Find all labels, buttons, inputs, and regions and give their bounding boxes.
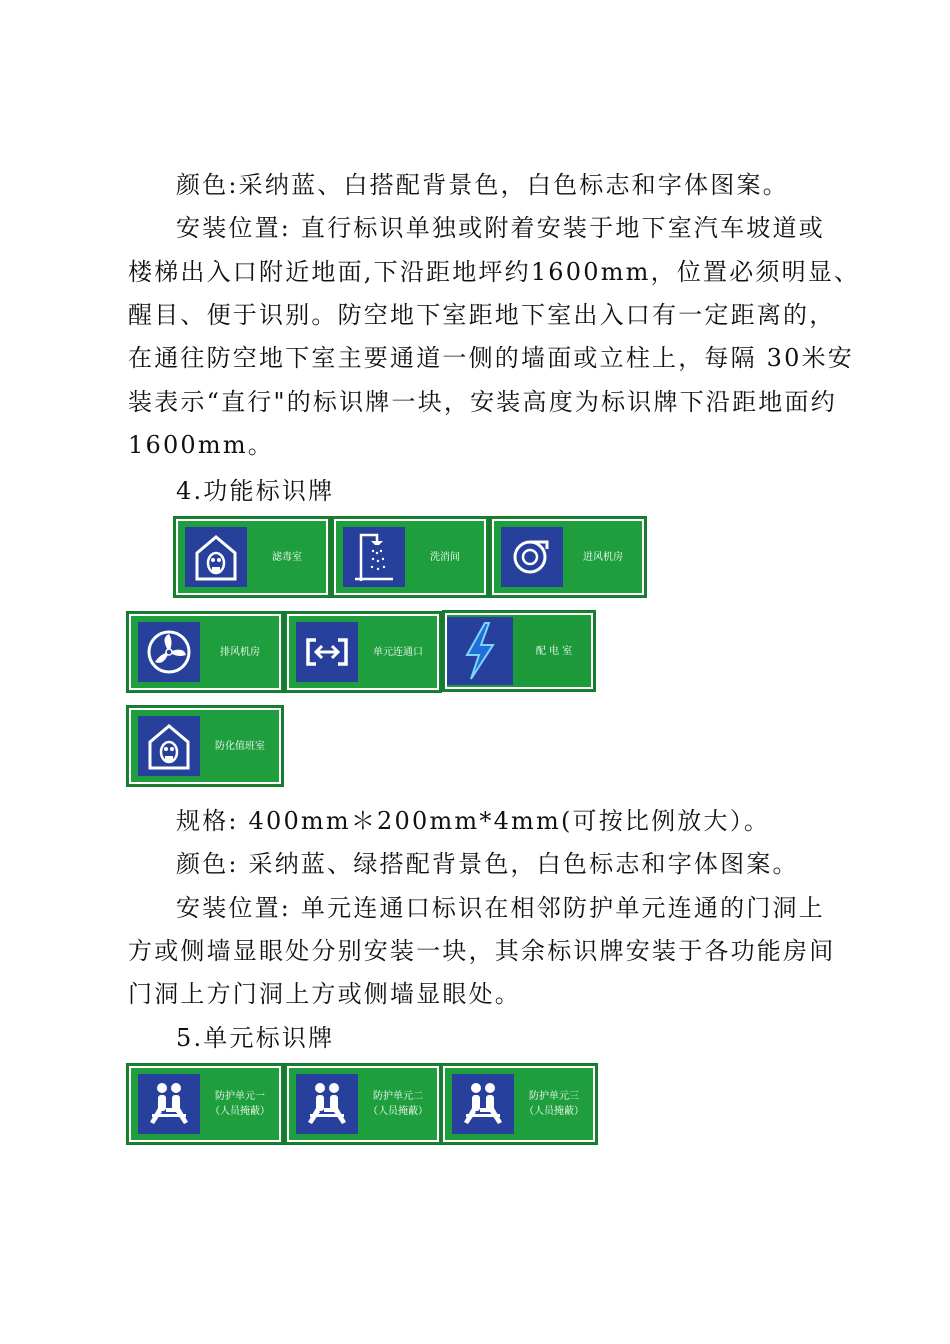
paragraph-install2-2: 方或侧墙显眼处分别安装一块，其余标识牌安装于各功能房间 xyxy=(128,937,836,965)
paragraph-install-2: 楼梯出入口附近地面,下沿距地坪约1600mm，位置必须明显、 xyxy=(128,258,861,286)
paragraph-color-1: 颜色:采纳蓝、白搭配背景色，白色标志和字体图案。 xyxy=(176,171,789,199)
paragraph-install-3: 醒目、便于识别。防空地下室距地下室出入口有一定距离的， xyxy=(128,301,836,329)
sign-label-line2: （人员掩蔽） xyxy=(524,1106,584,1117)
paragraph-color-2: 颜色: 采纳蓝、绿搭配背景色，白色标志和字体图案。 xyxy=(176,850,799,878)
shower-icon xyxy=(343,527,405,587)
paragraph-install2-3: 门洞上方门洞上方或侧墙显眼处。 xyxy=(128,980,521,1008)
sign-label-line1: 防护单元三 xyxy=(529,1091,579,1102)
paragraph-install-6: 1600mm。 xyxy=(128,431,274,459)
heading-function-signs: 4.功能标识牌 xyxy=(176,477,335,505)
fan-exhaust-icon xyxy=(138,622,200,682)
sign-label: 滤毒室 xyxy=(272,551,302,563)
fan-intake-icon xyxy=(501,527,563,587)
seated-people-icon xyxy=(138,1074,200,1134)
sign-label: 单元连通口 xyxy=(373,646,423,658)
two-way-arrow-icon xyxy=(296,622,358,682)
sign-label-line1: 防护单元一 xyxy=(215,1091,265,1102)
seated-people-icon xyxy=(296,1074,358,1134)
lightning-icon xyxy=(447,617,513,685)
gas-mask-house-icon xyxy=(185,527,247,587)
sign-label: 洗消间 xyxy=(430,551,460,563)
heading-unit-signs: 5.单元标识牌 xyxy=(176,1024,335,1052)
paragraph-install-4: 在通往防空地下室主要通道一侧的墙面或立柱上，每隔 30米安 xyxy=(128,344,854,372)
sign-unit-connection xyxy=(285,612,441,692)
sign-decontamination-room xyxy=(332,517,488,597)
paragraph-install-1: 安装位置: 直行标识单独或附着安装于地下室汽车坡道或 xyxy=(176,214,825,242)
sign-intake-fan-room xyxy=(490,517,646,597)
sign-chemical-duty-room xyxy=(127,706,283,786)
sign-label: 进风机房 xyxy=(583,551,623,563)
sign-label: 防化值班室 xyxy=(215,740,265,752)
sign-protection-unit-3 xyxy=(441,1064,597,1144)
sign-power-room xyxy=(443,611,595,691)
sign-label: 配 电 室 xyxy=(535,645,573,657)
paragraph-install2-1: 安装位置: 单元连通口标识在相邻防护单元连通的门洞上 xyxy=(176,894,825,922)
seated-people-icon xyxy=(452,1074,514,1134)
sign-label-line2: （人员掩蔽） xyxy=(210,1106,270,1117)
sign-protection-unit-1 xyxy=(127,1064,283,1144)
sign-label-line2: （人员掩蔽） xyxy=(368,1106,428,1117)
sign-protection-unit-2 xyxy=(285,1064,441,1144)
paragraph-spec: 规格: 400mm＊200mm*4mm(可按比例放大）。 xyxy=(176,807,771,835)
gas-mask-house-icon xyxy=(138,716,200,776)
paragraph-install-5: 装表示“直行"的标识牌一块，安装高度为标识牌下沿距地面约 xyxy=(128,388,837,416)
sign-label-line1: 防护单元二 xyxy=(373,1091,423,1102)
sign-filter-room xyxy=(174,517,330,597)
sign-exhaust-fan-room xyxy=(127,612,283,692)
sign-label: 排风机房 xyxy=(220,646,260,658)
